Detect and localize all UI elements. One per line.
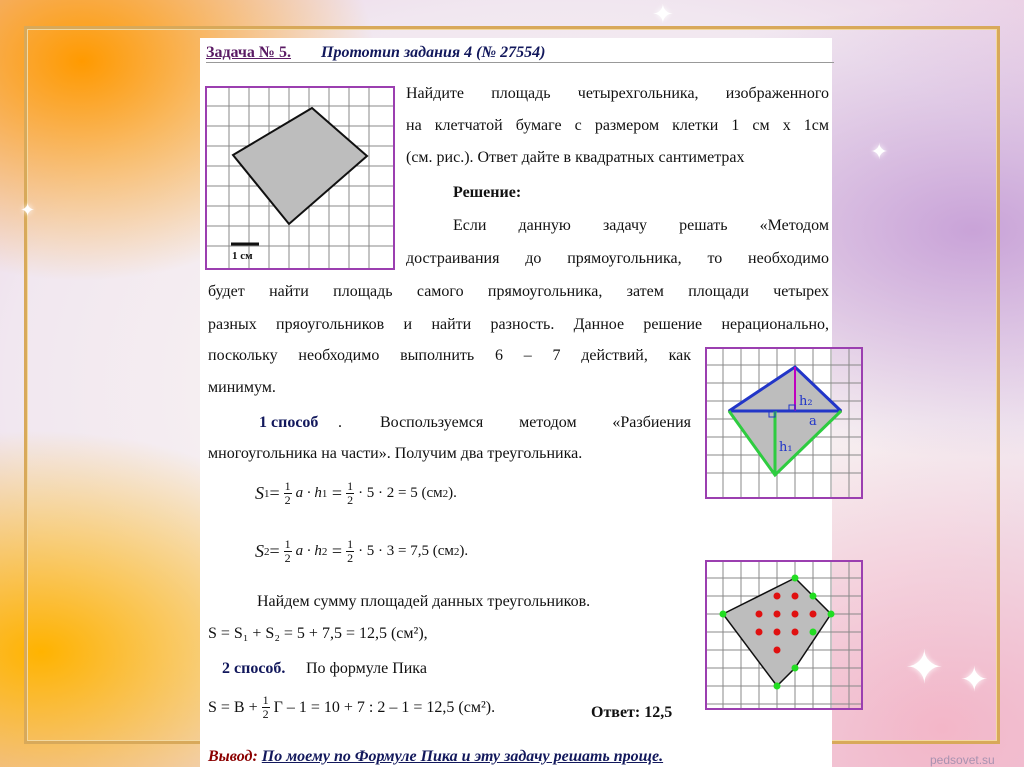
- sparkle-icon: ✦: [20, 200, 36, 221]
- solution-line: поскольку необходимо выполнить 6 – 7 действий, как: [208, 347, 691, 364]
- figure-triangles-split: [705, 347, 863, 499]
- task-header: [206, 44, 834, 63]
- label-h1: h₁: [779, 440, 793, 455]
- scale-label: 1 см: [232, 250, 253, 262]
- sparkle-icon: ✦: [870, 140, 889, 165]
- answer: Ответ: 12,5: [591, 704, 673, 721]
- label-a: a: [809, 414, 817, 429]
- formula-s2: S 2 = $\frac{1}{2}$ a · h 2 = $\frac{1}{2}$ · 5 · 3 = 7,5 (см 2 ).: [255, 537, 469, 566]
- solution-line: будет найти площадь самого прямоугольника, затем площади четырех: [208, 283, 829, 300]
- sum-formula: S = S₁ + S₂ = 5 + 7,5 = 12,5 (см²),: [208, 625, 428, 642]
- sum-text: Найдем сумму площадей данных треугольников.: [257, 593, 591, 610]
- method2-label: 2 способ.: [222, 660, 286, 677]
- sparkle-icon: ✦: [960, 660, 989, 700]
- solution-line: достраивания до прямоугольника, то необходимо: [406, 250, 829, 267]
- method1-line: многоугольника на части». Получим два треугольника.: [208, 445, 583, 462]
- method2-text: По формуле Пика: [306, 660, 427, 677]
- method1-line: Воспользуемся методом «Разбиения: [380, 414, 691, 431]
- conclusion-label: Вывод:: [208, 748, 258, 765]
- method1-label: 1 способ: [259, 414, 319, 431]
- conclusion: [208, 748, 663, 766]
- task-number: Задача № 5.: [206, 44, 291, 61]
- pick-formula: S = В + $\frac{1}{2}$ Г – 1 = 10 + 7 : 2 – 1 = 12,5 (см²).: [208, 693, 496, 722]
- figure-pick-points: [705, 560, 863, 710]
- problem-line: на клетчатой бумаге с размером клетки 1 см х 1см: [406, 117, 829, 134]
- solution-line: минимум.: [208, 379, 276, 396]
- problem-line: Найдите площадь четырехгольника, изображенного: [406, 85, 829, 102]
- solution-title: Решение:: [453, 184, 522, 201]
- conclusion-text: По моему по Формуле Пика и эту задачу решать проще.: [261, 748, 664, 765]
- solution-line: разных пряоугольников и найти разность. Данное решение нерационально,: [208, 316, 829, 333]
- formula-s1: S 1 = $\frac{1}{2}$ a · h 1 = $\frac{1}{2}$ · 5 · 2 = 5 (см 2 ).: [255, 479, 457, 508]
- sparkle-icon: ✦: [652, 0, 674, 30]
- watermark: pedsovet.su: [930, 753, 995, 767]
- quadrilateral-shape: [233, 108, 367, 224]
- prototype-title: Прототип задания 4 (№ 27554): [321, 44, 546, 61]
- solution-line: Если данную задачу решать «Методом: [453, 217, 829, 234]
- sparkle-icon: ✦: [905, 640, 944, 694]
- figure-quadrilateral-grid: [205, 86, 395, 270]
- problem-line: (см. рис.). Ответ дайте в квадратных сантиметрах: [406, 149, 745, 166]
- label-h2: h₂: [799, 394, 813, 409]
